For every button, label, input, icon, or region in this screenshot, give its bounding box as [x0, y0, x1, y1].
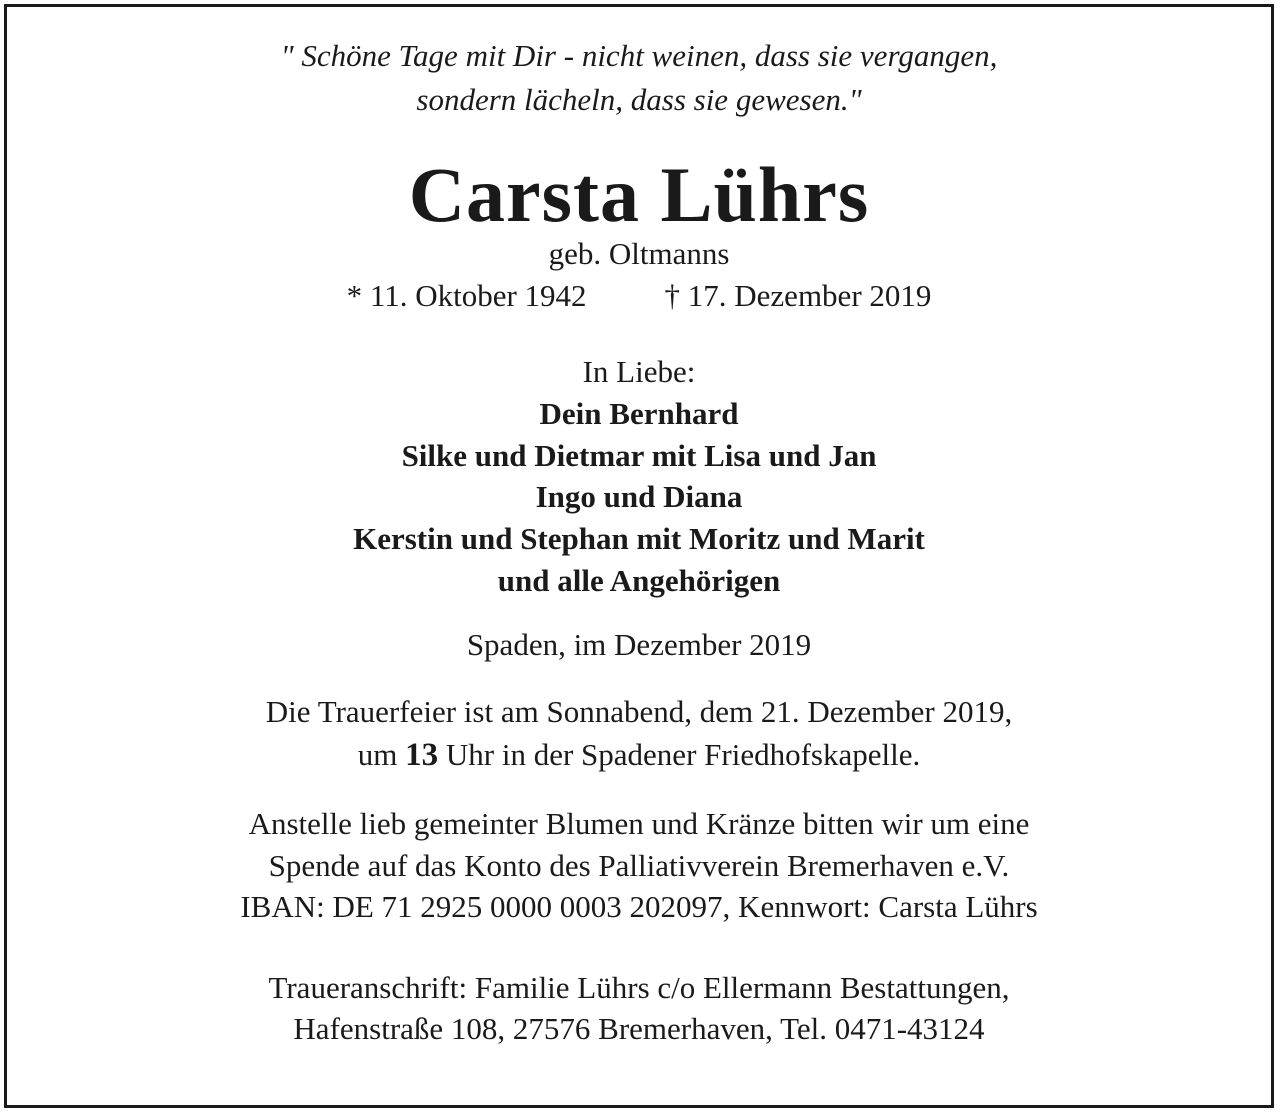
mourner-line: Ingo und Diana: [535, 479, 743, 514]
mourners-intro: In Liebe:: [582, 354, 696, 389]
funeral-prefix: um: [357, 737, 398, 772]
obituary-frame: [4, 4, 1274, 1108]
death-date: † 17. Dezember 2019: [664, 278, 932, 313]
funeral-hour: 13: [405, 737, 439, 773]
quote-line-1: " Schöne Tage mit Dir - nicht weinen, dass sie vergangen,: [280, 38, 998, 73]
funeral-line-2: [7, 734, 1271, 776]
donation-iban: IBAN: DE 71 2925 0000 0003 202097, Kennwort: Carsta Lührs: [240, 889, 1038, 924]
mourner-line: Dein Bernhard: [539, 396, 739, 431]
birth-name: geb. Oltmanns: [548, 236, 730, 271]
mourner-line: Silke und Dietmar mit Lisa und Jan: [401, 438, 877, 473]
mourner-line: und alle Angehörigen: [497, 563, 781, 598]
address-line-1: Traueranschrift: Familie Lührs c/o Ellermann Bestattungen,: [268, 970, 1010, 1005]
quote-line-2: sondern lächeln, dass sie gewesen.": [416, 82, 862, 117]
donation-line-1: Anstelle lieb gemeinter Blumen und Kränze bitten wir um eine: [248, 806, 1030, 841]
funeral-line-1: Die Trauerfeier ist am Sonnabend, dem 21. Dezember 2019,: [265, 694, 1013, 729]
deceased-name: Carsta Lührs: [408, 151, 870, 238]
donation-line-2: Spende auf das Konto des Palliativverein Bremerhaven e.V.: [268, 848, 1010, 883]
mourner-line: Kerstin und Stephan mit Moritz und Marit: [353, 521, 925, 556]
place-date: Spaden, im Dezember 2019: [466, 627, 812, 662]
funeral-suffix: Uhr in der Spadener Friedhofskapelle.: [445, 737, 921, 772]
birth-date: * 11. Oktober 1942: [346, 278, 587, 313]
obituary-content: [7, 7, 1271, 1105]
life-dates: [7, 275, 1271, 317]
address-line-2: Hafenstraße 108, 27576 Bremerhaven, Tel. 0471-43124: [293, 1011, 985, 1046]
